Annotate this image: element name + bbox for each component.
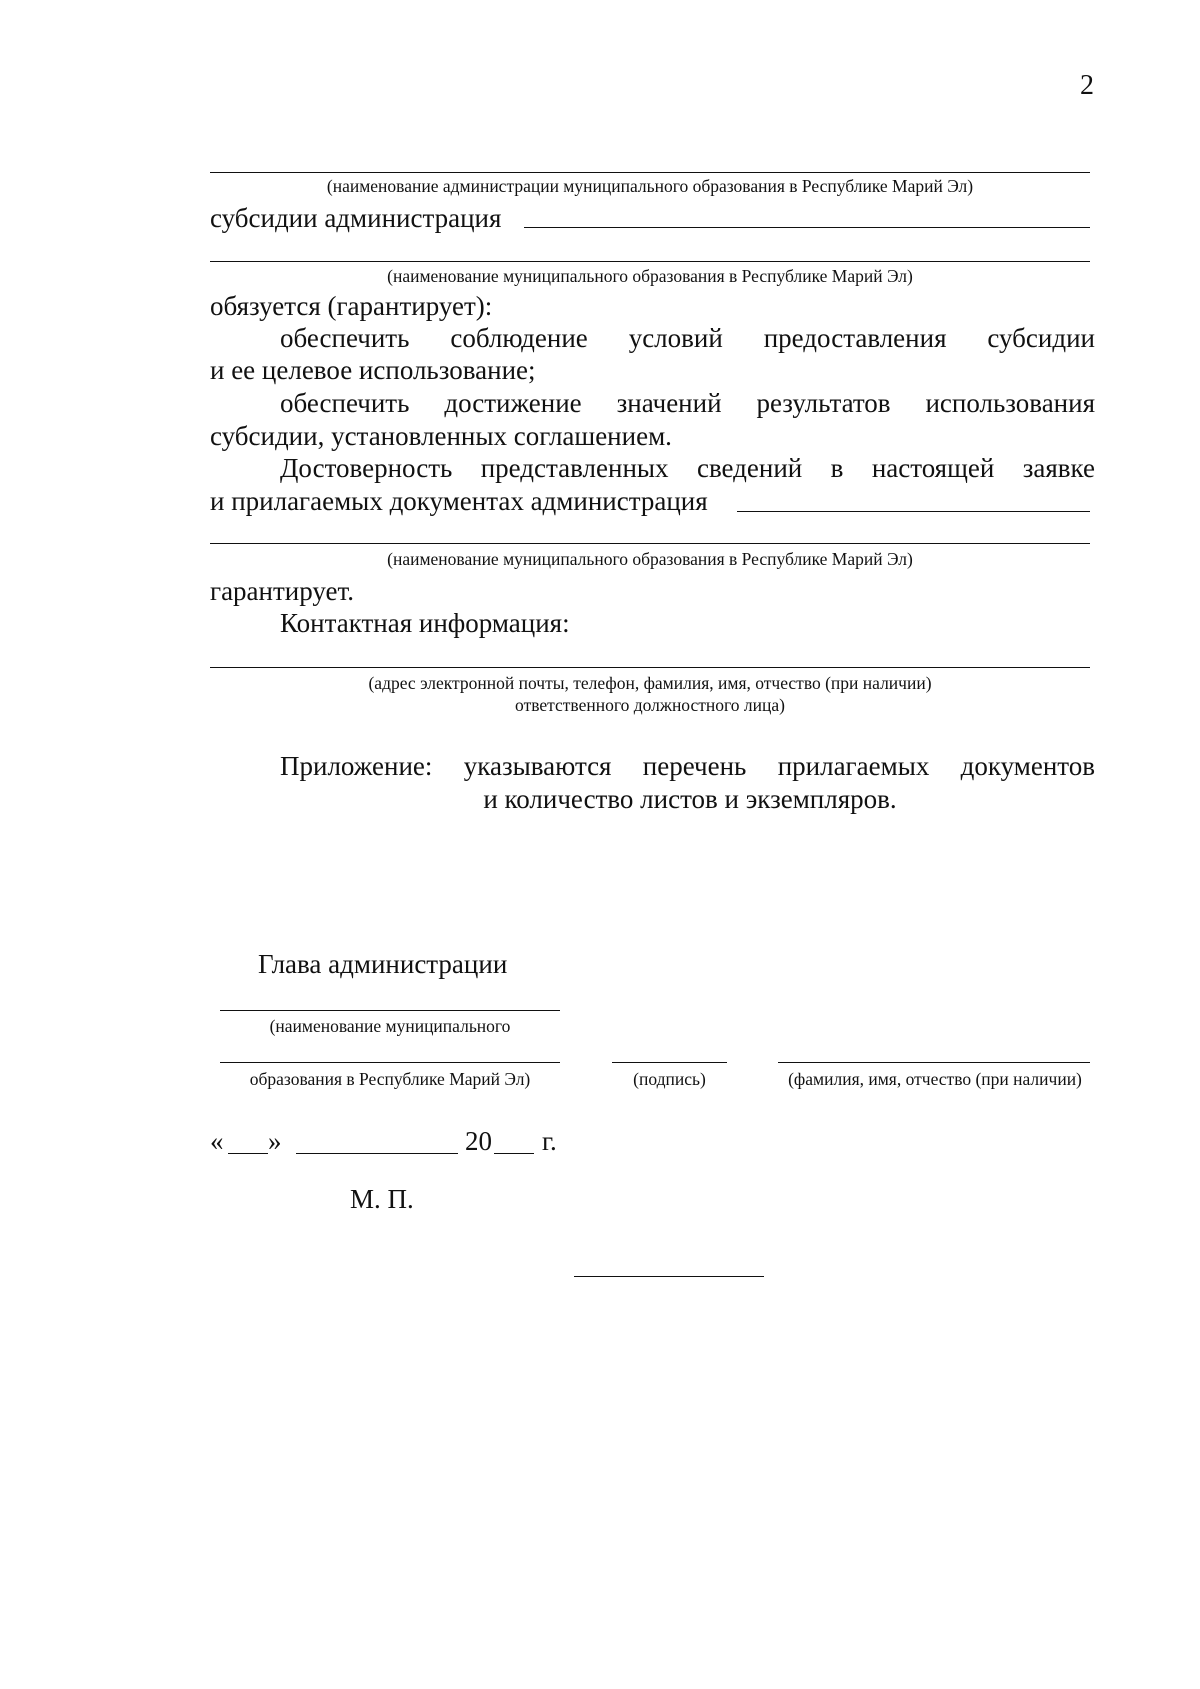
date-year-suffix: г. [542,1126,557,1156]
reliability-line2: и прилагаемых документах администрация [210,486,708,516]
municipality-name-line-1 [210,261,1090,262]
appendix-line1: Приложение: указываются перечень прилагаемых документов [280,751,1095,781]
reliability-end: гарантирует. [210,576,355,606]
stamp-mark: М. П. [350,1184,414,1214]
admin-name-line [210,172,1090,173]
subsidy-admin-text: субсидии администрация [210,203,502,233]
obligation-intro: обязуется (гарантирует): [210,291,493,321]
municipality-name-caption-2: (наименование муниципального образования в Республике Марий Эл) [387,549,913,569]
signature-line [612,1062,727,1063]
head-name-line-2 [220,1062,560,1063]
fio-line [778,1062,1090,1063]
obligation-item2-line1: обеспечить достижение значений результатов использования [280,388,1095,418]
contact-caption-line1: (адрес электронной почты, телефон, фамилия, имя, отчество (при наличии) [368,673,932,693]
date-open-quote: « [210,1126,224,1156]
contact-caption-line2: ответственного должностного лица) [515,695,785,715]
date-year-prefix: 20 [465,1126,492,1156]
head-name-line-1 [220,1010,560,1011]
municipality-name-line-2 [210,543,1090,544]
admin-name-caption: (наименование администрации муниципального образования в Республике Марий Эл) [326,176,974,196]
contact-label: Контактная информация: [280,608,570,638]
reliability-line1: Достоверность представленных сведений в настоящей заявке [280,453,1095,483]
obligation-item1-line1: обеспечить соблюдение условий предоставления субсидии [280,323,1095,353]
date-year-line [494,1153,534,1154]
obligation-item1-line2: и ее целевое использование; [210,355,536,385]
fio-caption: (фамилия, имя, отчество (при наличии) [788,1069,1082,1089]
municipality-name-caption-1: (наименование муниципального образования в Республике Марий Эл) [387,266,913,286]
obligation-item2-line2: субсидии, установленных соглашением. [210,421,672,451]
signature-caption: (подпись) [633,1069,706,1089]
date-day-line [228,1153,268,1154]
contact-fill-line [210,667,1090,668]
appendix-line2: и количество листов и экземпляров. [483,784,897,814]
reliability-fill-line [737,511,1090,512]
head-name-caption-line2: образования в Республике Марий Эл) [249,1069,531,1089]
date-close-quote: » [268,1126,282,1156]
head-title: Глава администрации [258,949,508,979]
page-number: 2 [1080,70,1094,101]
date-month-line [296,1153,458,1154]
subsidy-admin-fill-line [524,227,1090,228]
head-name-caption-line1: (наименование муниципального [269,1016,511,1036]
closing-separator [574,1276,764,1277]
